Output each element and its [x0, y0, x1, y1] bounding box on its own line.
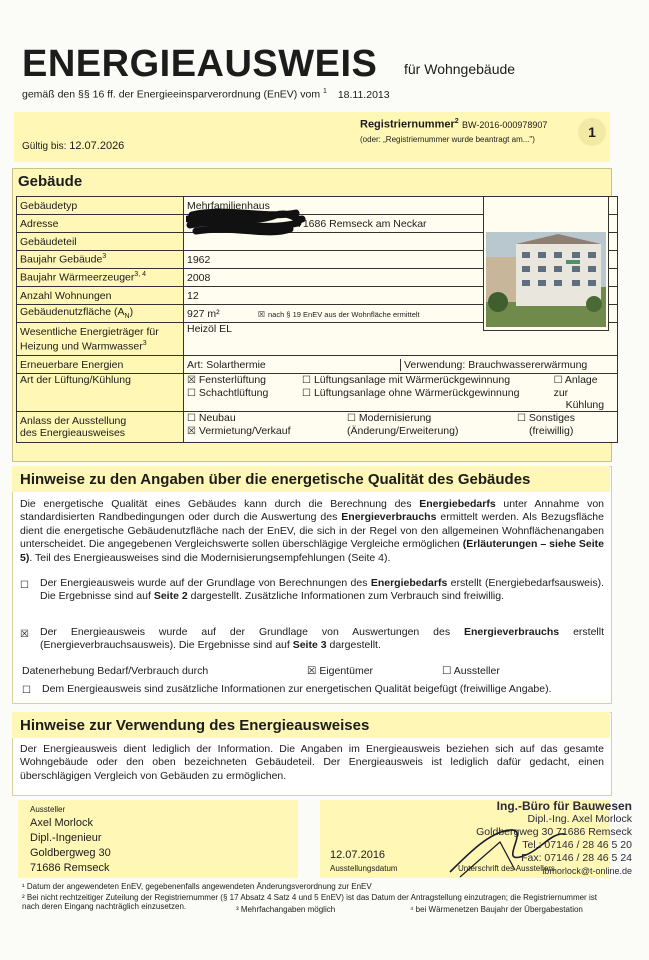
footnote-4: ⁴ bei Wärmenetzen Baujahr der Übergabestation — [410, 905, 583, 914]
row-value: 927 m² ☒ nach § 19 EnEV aus der Wohnfläche ermittelt — [184, 305, 618, 323]
hinweise-quality-paragraph: Die energetische Qualität eines Gebäudes kann durch die Berechnung des Energiebedarfs unter Annahme von standardisierten Randbedingungen oder durch die Auswertung des Energieverbrauchs ermittelt werden. Als Bezugsfläche dient die energetische Gebäudenutzfläche nach der EnEV, die sich in der Regel von den allgemeinen Wohnflächenangaben unterscheidet. Die angegebenen Vergleichswerte sollen überschlägige Vergleiche ermöglichen (Erläuterungen – siehe Seite 5). Teil des Energieausweises sind die Modernisierungsempfehlungen (Seite 4). — [20, 498, 605, 564]
row-label: Erneuerbare Energien — [17, 356, 184, 374]
hinweise-usage-title: Hinweise zur Verwendung des Energieausweises — [20, 717, 370, 734]
table-row — [17, 356, 618, 374]
row-label: Baujahr Gebäude$^3$ — [17, 251, 184, 269]
hinweise-quality-title: Hinweise zu den Angaben über die energetische Qualität des Gebäudes — [20, 471, 531, 488]
option-verbrauch-checkbox: ☒ — [20, 629, 29, 640]
row-value: 1962 — [184, 251, 618, 269]
signature-scribble — [440, 812, 570, 882]
option-bedarf-text: Der Energieausweis wurde auf der Grundlage von Berechnungen des Energiebedarfs erstellt (Energiebedarfsausweis). Die Ergebnisse sind auf Seite 2 dargestellt. Zusätzliche Informationen zum Verbrauch sind freiwillig. — [40, 577, 604, 603]
row-label: Anzahl Wohnungen — [17, 287, 184, 305]
row-value: ☒ Fensterlüftung ☐ Schachtlüftung ☐ Lüftungsanlage mit Wärmerückgewinnung ☐ Lüftungsanlage ohne Wärmerückgewinnung ☐ Anlage zur Kühlung — [184, 374, 618, 412]
building-photo — [486, 232, 606, 327]
datenerhebung-aussteller: ☐ Aussteller — [442, 665, 500, 677]
document-subtitle: für Wohngebäude — [404, 61, 516, 77]
aussteller-label: Aussteller — [30, 805, 66, 814]
law-reference: gemäß den §§ 16 ff. der Energieeinsparverordnung (EnEV) vom $^1$ 18.11.2013 — [22, 88, 390, 101]
footnote-3: ³ Mehrfachangaben möglich — [236, 905, 336, 914]
row-label: Adresse — [17, 215, 184, 233]
page-number-badge: 1 — [578, 118, 606, 146]
registration-number: BW-2016-000978907 — [462, 120, 548, 130]
row-value: 12 — [184, 287, 618, 305]
row-value: Heizöl EL — [184, 323, 618, 356]
footnote-1: ¹ Datum der angewendeten EnEV, gegebenenfalls angewendeten Änderungsverordnung zur EnEV — [22, 882, 372, 891]
row-value: 2008 — [184, 269, 618, 287]
table-row — [17, 412, 618, 443]
issue-date-label: Ausstellungsdatum — [330, 864, 398, 873]
company-stamp: Ing.-Büro für Bauwesen Dipl.-Ing. Axel Morlock Goldbergweg 30 71686 Remseck Tel.: 07146 / 28 46 5 20 Fax: 07146 / 28 46 5 24 ibmorlock@t-online.de — [476, 799, 632, 876]
table-row — [17, 374, 618, 412]
row-value: ☐ Neubau ☒ Vermietung/Verkauf ☐ Modernisierung (Änderung/Erweiterung) ☐ Sonstiges (freiwillig) — [184, 412, 618, 443]
row-label: Anlass der Ausstellung des Energieausweises — [17, 412, 184, 443]
row-label: Art der Lüftung/Kühlung — [17, 374, 184, 412]
option-verbrauch-text: Der Energieausweis wurde auf der Grundlage von Auswertungen des Energieverbrauchs erstellt (Energieverbrauchsausweis). Die Ergebnisse sind auf Seite 3 dargestellt. — [40, 626, 604, 652]
issue-date: 12.07.2016 — [330, 849, 386, 861]
row-value: Mehrfamilienhaus — [184, 197, 618, 215]
zusatzinfo-checkbox: ☐ — [22, 685, 31, 696]
document-title: ENERGIEAUSWEIS — [22, 43, 378, 85]
row-label: Wesentliche Energieträger für Heizung und Warmwasser$^3$ — [17, 323, 184, 356]
hinweise-usage-text: Der Energieausweis dient lediglich der Information. Die Angaben im Energieausweis beziehen sich auf das gesamte Wohngebäude oder den oben bezeichneten Gebäudeteil. Der Energieausweis ist lediglich dafür gedacht, einen überschlägigen Vergleich von Gebäuden zu ermöglichen. — [20, 743, 604, 782]
zusatzinfo-text: Dem Energieausweis sind zusätzliche Informationen zur energetischen Qualität beigefügt (freiwillige Angabe). — [42, 683, 552, 695]
gebaeude-title: Gebäude — [18, 173, 83, 190]
aussteller-address: Axel Morlock Dipl.-Ingenieur Goldbergweg 30 71686 Remseck — [30, 817, 111, 874]
row-label: Baujahr Wärmeerzeuger$^{3, 4}$ — [17, 269, 184, 287]
option-bedarf-checkbox: ☐ — [20, 580, 29, 591]
row-label: Gebäudetyp — [17, 197, 184, 215]
datenerhebung-eigentuemer: ☒ Eigentümer — [307, 665, 374, 677]
signature-label: Unterschrift des Ausstellers — [458, 864, 555, 873]
datenerhebung-label: Datenerhebung Bedarf/Verbrauch durch — [22, 665, 209, 677]
footnote-2: ² Bei nicht rechtzeitiger Zuteilung der Registriernummer (§ 17 Absatz 4 Satz 4 und 5 EnEV) ist das Datum der Antragstellung einzutragen; die Registriernummer ist nach deren Eingang nachträglich einzusetzen. — [22, 893, 597, 911]
valid-until: Gültig bis: 12.07.2026 — [22, 140, 125, 152]
row-value: 71686 Remseck am Neckar — [184, 215, 618, 233]
registration-note: (oder: „Registriernummer wurde beantragt am...") — [360, 135, 535, 144]
registration-label: Registriernummer$^2$ — [360, 118, 459, 131]
row-value: Art: Solarthermie Verwendung: Brauchwassererwärmung — [184, 356, 618, 374]
redaction-scribble — [186, 205, 306, 241]
row-label: Gebäudenutzfläche $(A_N)$ — [17, 305, 184, 323]
row-label: Gebäudeteil — [17, 233, 184, 251]
